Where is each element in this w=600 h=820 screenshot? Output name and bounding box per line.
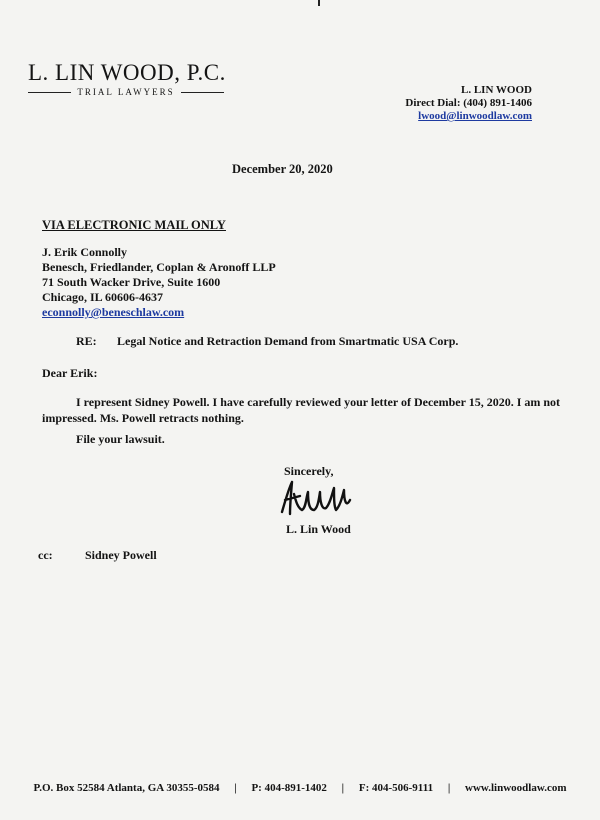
re-label: RE:	[76, 334, 97, 348]
footer-phone: P: 404-891-1402	[251, 782, 327, 794]
salutation: Dear Erik:	[42, 366, 98, 380]
sign-off: Sincerely,	[284, 464, 334, 478]
letterhead	[28, 60, 224, 97]
recipient-firm: Benesch, Friedlander, Coplan & Aronoff LLP	[42, 260, 276, 274]
rule-right	[181, 92, 224, 93]
footer	[0, 782, 600, 794]
firm-subtitle-rule	[28, 87, 224, 97]
letter-date: December 20, 2020	[232, 162, 333, 176]
rule-left	[28, 92, 71, 93]
cc-name: Sidney Powell	[85, 548, 157, 562]
recipient-street: 71 South Wacker Drive, Suite 1600	[42, 275, 221, 289]
recipient-name: J. Erik Connolly	[42, 245, 128, 259]
delivery-method: VIA ELECTRONIC MAIL ONLY	[42, 218, 226, 232]
body-paragraph	[42, 394, 562, 426]
signer-name: L. Lin Wood	[286, 522, 351, 536]
re-subject: Legal Notice and Retraction Demand from Smartmatic USA Corp.	[117, 334, 459, 348]
recipient-block	[42, 245, 276, 320]
firm-name: L. LIN WOOD, P.C.	[28, 60, 226, 85]
footer-address: P.O. Box 52584 Atlanta, GA 30355-0584	[33, 782, 220, 794]
sender-email-link[interactable]: lwood@linwoodlaw.com	[418, 110, 532, 122]
footer-separator: |	[234, 782, 237, 794]
sender-block	[405, 84, 532, 123]
cc-line	[38, 548, 157, 563]
closing-statement: File your lawsuit.	[76, 432, 165, 446]
firm-subtitle: TRIAL LAWYERS	[77, 87, 175, 97]
re-line	[76, 334, 458, 349]
handwritten-signature	[276, 478, 356, 520]
recipient-email-link[interactable]: econnolly@beneschlaw.com	[42, 305, 185, 319]
sender-name: L. LIN WOOD	[460, 84, 532, 96]
scan-mark	[318, 0, 320, 6]
sender-direct-dial: Direct Dial: (404) 891-1406	[405, 97, 532, 109]
cc-label: cc:	[38, 548, 53, 562]
recipient-city: Chicago, IL 60606-4637	[42, 290, 164, 304]
body-text: I represent Sidney Powell. I have carefully reviewed your letter of December 15, 2020. I am not impressed. Ms. Powell retracts nothing.	[42, 395, 561, 425]
footer-website-link[interactable]: www.linwoodlaw.com	[465, 782, 567, 794]
footer-fax: F: 404-506-9111	[358, 782, 434, 794]
footer-separator: |	[447, 782, 451, 794]
footer-separator: |	[341, 782, 345, 794]
